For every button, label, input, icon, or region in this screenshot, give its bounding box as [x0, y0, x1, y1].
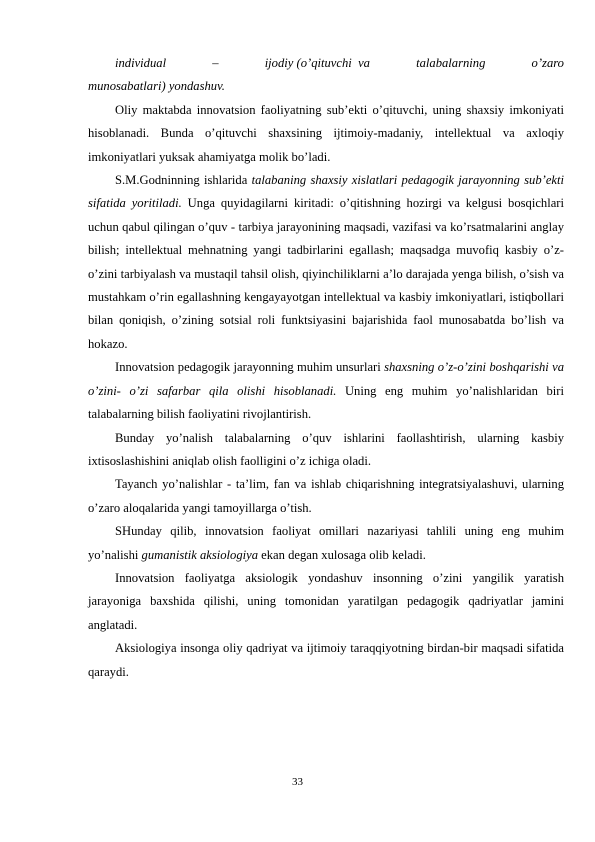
heading-word: individual: [115, 56, 167, 70]
paragraph-emphasis: shaxsning o’z-o’zini boshqarishi va o’zini- o’zi safarbar qila olishi hisoblanadi.: [88, 360, 564, 398]
heading-line: [115, 52, 564, 75]
paragraph-8: Aksiologiya insonga oliy qadriyat va ijtimoiy taraqqiyotning birdan-bir maqsadi sifatida qaraydi.: [88, 641, 564, 679]
heading-continuation: munosabatlari) yondashuv.: [88, 79, 225, 94]
paragraph-2: [88, 169, 564, 356]
page-number: 33: [292, 776, 303, 788]
paragraph-text: S.M.Godninning ishlarida: [115, 173, 252, 188]
heading-word: talabalarning: [416, 56, 486, 70]
paragraph-4: Bunday yo’nalish talabalarning o’quv ishlarini faollashtirish, ularning kasbiy ixtisoslashishini aniqlab olish faolligini o’z ichiga oladi.: [88, 430, 564, 468]
paragraph-text: Innovatsion pedagogik jarayonning muhim unsurlari: [115, 360, 385, 375]
paragraph-1: Oliy maktabda innovatsion faoliyatning sub’ekti o’qituvchi, uning shaxsiy imkoniyati hisoblanadi. Bunda o’qituvchi shaxsining ijtimoiy-madaniy, intellektual va axloqiy imkoniyatlari yuksak ahamiyatga molik bo’ladi.: [88, 102, 564, 164]
paragraph-7: Innovatsion faoliyatga aksiologik yondashuv insonning o’zini yangilik yaratish jarayoniga baxshida qilishi, uning tomonidan yaratilgan pedagogik qadriyatlar jamini anglatadi.: [88, 570, 564, 632]
paragraph-text: ekan degan xulosaga olib keladi.: [258, 547, 426, 562]
heading-phrase: ijodiy (o’qituvchi va: [264, 56, 370, 70]
document-body: [88, 52, 564, 684]
paragraph-text: SHunday qilib, innovatsion faoliyat omillari nazariyasi tahlili uning eng muhim yo’nalishi: [88, 524, 564, 562]
heading-dash: –: [212, 56, 219, 70]
paragraph-emphasis: talabaning shaxsiy xislatlari pedagogik jarayonning sub’ekti sifatida yoritiladi.: [88, 173, 564, 211]
paragraph-6: [88, 520, 564, 567]
paragraph-text: Uning eng muhim yo’nalishlaridan biri talabalarning bilish faoliyatini rivojlantirish.: [88, 383, 564, 422]
paragraph-3: [88, 356, 564, 426]
paragraph-emphasis: gumanistik aksiologiya: [141, 547, 259, 562]
heading-word: o’zaro: [531, 56, 564, 70]
paragraph-5: Tayanch yo’nalishlar - ta’lim, fan va ishlab chiqarishning integratsiyalashuvi, ularning o’zaro aloqalarida yangi tamoyillarga o’tish.: [88, 477, 564, 515]
paragraph-text: Unga quyidagilarni kiritadi: o’qitishning hozirgi va kelgusi bosqichlari uchun qabul qilingan o’quv - tarbiya jarayonining maqsadi, vazifasi va ko’rsatmalarini anglay bilish; intellektual mehnatning yangi tadbirlarini egallash; maqsadga muvofiq kasbiy o’z-o’zini tarbiyalash va mustaqil tahsil olish, qiyinchiliklarni a’lo darajada yenga bilish, o’sish va mustahkam o’rin egallashning kengayayotgan intellektual va kasbiy imkoniyatlari, istiqbollari bilan qoniqish, o’zining sotsial roli funktsiyasini bajarishida faol munosabatda bo’lish va hokazo.: [88, 196, 565, 351]
